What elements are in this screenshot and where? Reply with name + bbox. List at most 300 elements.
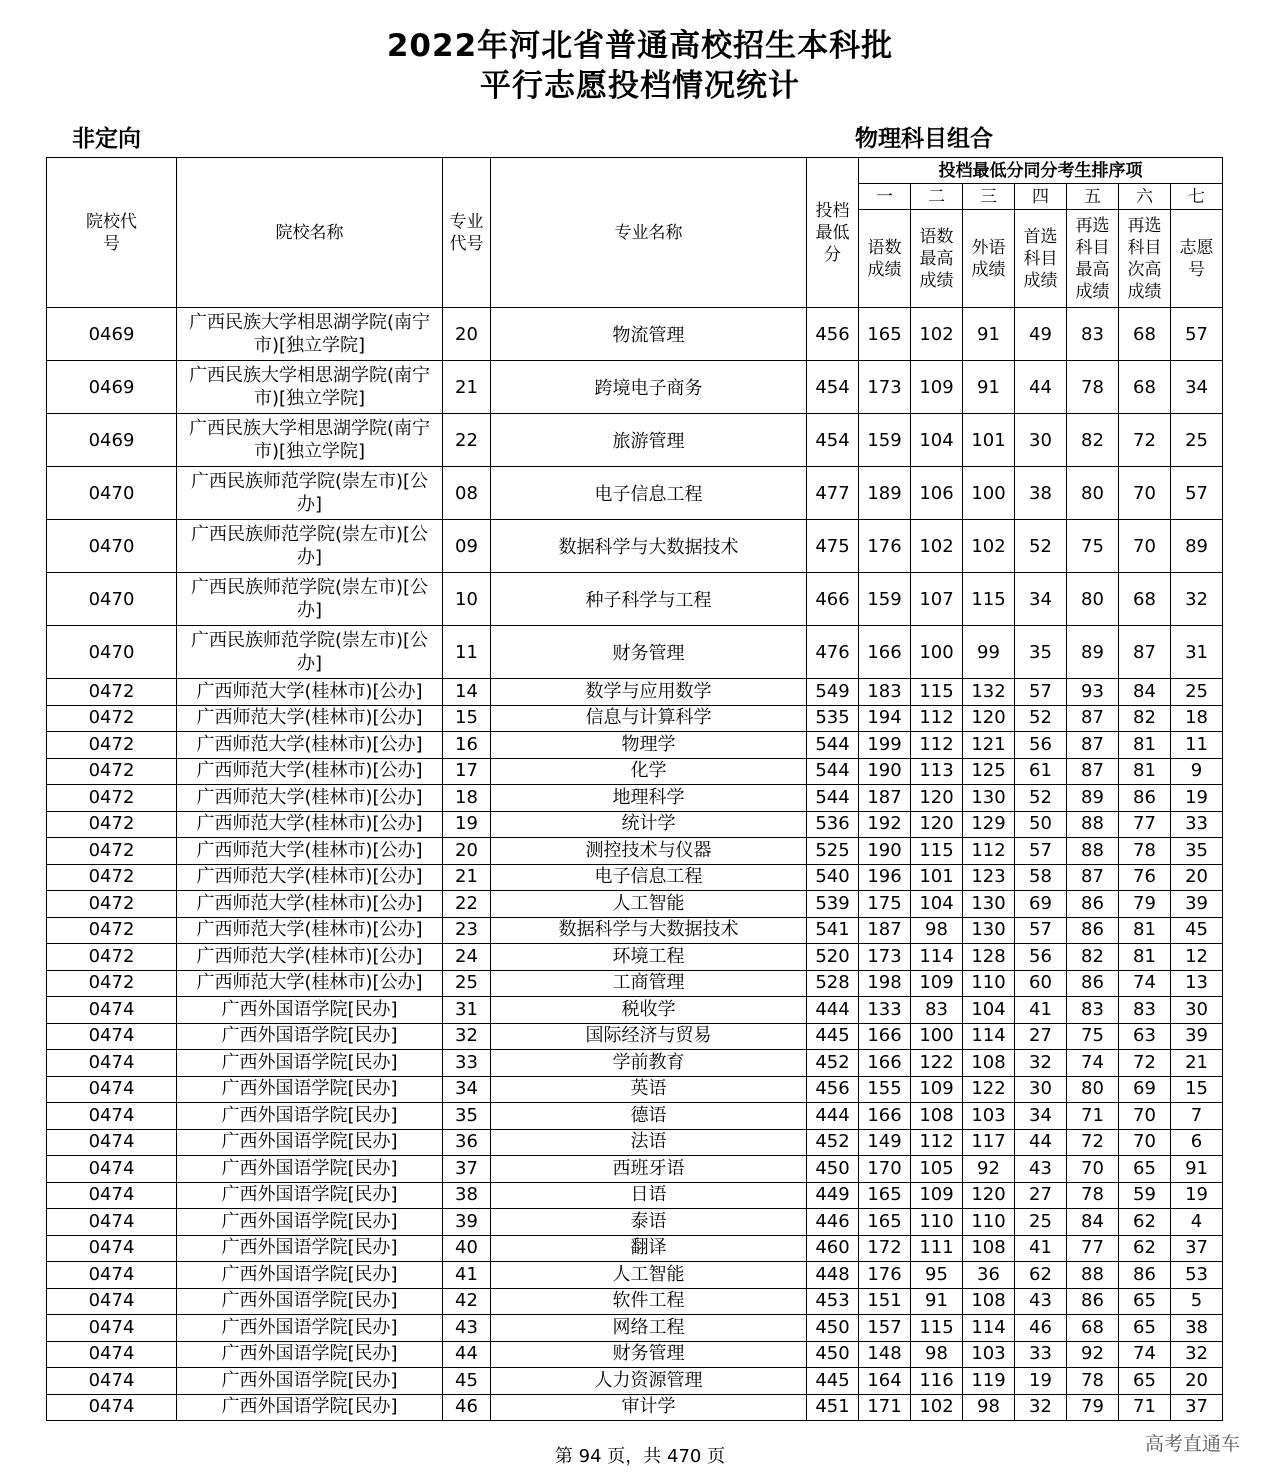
foreign-lang-score: 103 [963,1103,1015,1130]
primary-subject-score: 57 [1015,679,1067,706]
school-name: 广西外国语学院[民办] [177,1156,443,1183]
school-name: 广西外国语学院[民办] [177,1288,443,1315]
chinese-math-score: 190 [859,758,911,785]
school-code: 0472 [47,838,177,865]
min-score: 454 [807,361,859,414]
school-name: 广西外国语学院[民办] [177,1262,443,1289]
elective-second-score: 79 [1119,891,1171,918]
elective-max-score: 71 [1067,1103,1119,1130]
table-row [47,917,1223,944]
foreign-lang-score: 108 [963,1050,1015,1077]
chinese-math-max: 102 [911,308,963,361]
chinese-math-max: 100 [911,626,963,679]
major-name: 审计学 [491,1394,807,1421]
major-code: 22 [443,891,491,918]
school-name: 广西师范大学(桂林市)[公办] [177,679,443,706]
foreign-lang-score: 115 [963,573,1015,626]
table-row [47,1050,1223,1077]
chinese-math-score: 192 [859,811,911,838]
primary-subject-score: 38 [1015,467,1067,520]
table-row [47,679,1223,706]
chinese-math-max: 112 [911,1129,963,1156]
table-row [47,758,1223,785]
chinese-math-max: 108 [911,1103,963,1130]
chinese-math-score: 155 [859,1076,911,1103]
elective-max-score: 80 [1067,467,1119,520]
elective-max-score: 78 [1067,1182,1119,1209]
elective-second-score: 81 [1119,732,1171,759]
major-code: 21 [443,361,491,414]
chinese-math-score: 151 [859,1288,911,1315]
major-name: 日语 [491,1182,807,1209]
primary-subject-score: 25 [1015,1209,1067,1236]
primary-subject-score: 34 [1015,1103,1067,1130]
major-name: 跨境电子商务 [491,361,807,414]
elective-second-score: 77 [1119,811,1171,838]
elective-max-score: 78 [1067,1368,1119,1395]
chinese-math-score: 196 [859,864,911,891]
school-code: 0472 [47,917,177,944]
school-code: 0470 [47,573,177,626]
header-ordinal: 二 [911,184,963,210]
foreign-lang-score: 130 [963,917,1015,944]
chinese-math-max: 109 [911,1076,963,1103]
primary-subject-score: 46 [1015,1315,1067,1342]
preference-number: 4 [1171,1209,1223,1236]
foreign-lang-score: 110 [963,970,1015,997]
table-row [47,414,1223,467]
elective-second-score: 65 [1119,1315,1171,1342]
major-code: 20 [443,308,491,361]
elective-second-score: 62 [1119,1209,1171,1236]
primary-subject-score: 35 [1015,626,1067,679]
table-row [47,1315,1223,1342]
preference-number: 33 [1171,811,1223,838]
elective-max-score: 88 [1067,1262,1119,1289]
preference-number: 25 [1171,679,1223,706]
major-code: 46 [443,1394,491,1421]
chinese-math-max: 115 [911,679,963,706]
school-name: 广西师范大学(桂林市)[公办] [177,758,443,785]
preference-number: 32 [1171,573,1223,626]
preference-number: 20 [1171,1368,1223,1395]
header-min-score: 投档最低分 [807,158,859,308]
min-score: 475 [807,520,859,573]
min-score: 448 [807,1262,859,1289]
primary-subject-score: 30 [1015,1076,1067,1103]
header-ordinal: 五 [1067,184,1119,210]
school-name: 广西民族师范学院(崇左市)[公办] [177,573,443,626]
major-name: 旅游管理 [491,414,807,467]
preference-number: 19 [1171,1182,1223,1209]
major-code: 31 [443,997,491,1024]
preference-number: 20 [1171,864,1223,891]
table-row [47,1182,1223,1209]
preference-number: 11 [1171,732,1223,759]
school-name: 广西师范大学(桂林市)[公办] [177,811,443,838]
major-code: 36 [443,1129,491,1156]
header-ordinal: 四 [1015,184,1067,210]
elective-second-score: 81 [1119,917,1171,944]
preference-number: 19 [1171,785,1223,812]
chinese-math-score: 187 [859,917,911,944]
primary-subject-score: 57 [1015,838,1067,865]
school-code: 0469 [47,414,177,467]
school-code: 0474 [47,1129,177,1156]
min-score: 476 [807,626,859,679]
major-code: 33 [443,1050,491,1077]
major-name: 法语 [491,1129,807,1156]
chinese-math-max: 100 [911,1023,963,1050]
table-row [47,705,1223,732]
school-code: 0469 [47,308,177,361]
primary-subject-score: 44 [1015,1129,1067,1156]
school-code: 0472 [47,944,177,971]
school-code: 0469 [47,361,177,414]
header-tiebreak-item: 再选科目最高成绩 [1067,210,1119,308]
major-name: 数据科学与大数据技术 [491,520,807,573]
chinese-math-max: 112 [911,732,963,759]
school-code: 0472 [47,705,177,732]
min-score: 535 [807,705,859,732]
table-row [47,1341,1223,1368]
chinese-math-score: 176 [859,1262,911,1289]
min-score: 456 [807,1076,859,1103]
elective-max-score: 87 [1067,864,1119,891]
chinese-math-max: 105 [911,1156,963,1183]
elective-second-score: 74 [1119,970,1171,997]
school-code: 0472 [47,970,177,997]
preference-number: 53 [1171,1262,1223,1289]
school-name: 广西民族师范学院(崇左市)[公办] [177,467,443,520]
elective-second-score: 65 [1119,1288,1171,1315]
primary-subject-score: 43 [1015,1156,1067,1183]
chinese-math-max: 122 [911,1050,963,1077]
major-name: 测控技术与仪器 [491,838,807,865]
school-name: 广西师范大学(桂林市)[公办] [177,705,443,732]
primary-subject-score: 27 [1015,1182,1067,1209]
min-score: 452 [807,1129,859,1156]
elective-max-score: 80 [1067,573,1119,626]
primary-subject-score: 61 [1015,758,1067,785]
foreign-lang-score: 122 [963,1076,1015,1103]
major-code: 34 [443,1076,491,1103]
school-code: 0470 [47,520,177,573]
header-tiebreak-item: 志愿号 [1171,210,1223,308]
preference-number: 21 [1171,1050,1223,1077]
table-row [47,811,1223,838]
chinese-math-max: 95 [911,1262,963,1289]
elective-second-score: 65 [1119,1156,1171,1183]
major-name: 种子科学与工程 [491,573,807,626]
table-row [47,997,1223,1024]
school-name: 广西外国语学院[民办] [177,1023,443,1050]
min-score: 449 [807,1182,859,1209]
preference-number: 39 [1171,1023,1223,1050]
foreign-lang-score: 99 [963,626,1015,679]
table-row [47,308,1223,361]
elective-max-score: 87 [1067,758,1119,785]
primary-subject-score: 19 [1015,1368,1067,1395]
min-score: 452 [807,1050,859,1077]
preference-number: 9 [1171,758,1223,785]
chinese-math-score: 173 [859,361,911,414]
preference-number: 31 [1171,626,1223,679]
elective-max-score: 72 [1067,1129,1119,1156]
preference-number: 57 [1171,308,1223,361]
school-code: 0474 [47,1103,177,1130]
major-name: 信息与计算科学 [491,705,807,732]
elective-max-score: 88 [1067,811,1119,838]
school-name: 广西民族师范学院(崇左市)[公办] [177,626,443,679]
category-label: 非定向 [72,126,141,152]
min-score: 536 [807,811,859,838]
min-score: 445 [807,1368,859,1395]
major-code: 11 [443,626,491,679]
subject-combination-label: 物理科目组合 [855,126,993,152]
primary-subject-score: 62 [1015,1262,1067,1289]
school-code: 0472 [47,864,177,891]
major-name: 英语 [491,1076,807,1103]
elective-max-score: 79 [1067,1394,1119,1421]
elective-second-score: 68 [1119,308,1171,361]
major-code: 23 [443,917,491,944]
foreign-lang-score: 128 [963,944,1015,971]
chinese-math-max: 109 [911,970,963,997]
foreign-lang-score: 91 [963,308,1015,361]
chinese-math-max: 106 [911,467,963,520]
major-name: 工商管理 [491,970,807,997]
table-row [47,626,1223,679]
school-code: 0474 [47,1156,177,1183]
chinese-math-score: 149 [859,1129,911,1156]
elective-second-score: 71 [1119,1394,1171,1421]
preference-number: 32 [1171,1341,1223,1368]
chinese-math-max: 114 [911,944,963,971]
major-code: 44 [443,1341,491,1368]
preference-number: 12 [1171,944,1223,971]
school-name: 广西师范大学(桂林市)[公办] [177,944,443,971]
elective-second-score: 83 [1119,997,1171,1024]
elective-second-score: 81 [1119,758,1171,785]
elective-max-score: 82 [1067,944,1119,971]
header-tiebreak-item: 再选科目次高成绩 [1119,210,1171,308]
foreign-lang-score: 91 [963,361,1015,414]
preference-number: 45 [1171,917,1223,944]
primary-subject-score: 60 [1015,970,1067,997]
min-score: 454 [807,414,859,467]
elective-second-score: 70 [1119,1103,1171,1130]
chinese-math-score: 165 [859,308,911,361]
primary-subject-score: 58 [1015,864,1067,891]
primary-subject-score: 44 [1015,361,1067,414]
chinese-math-max: 109 [911,1182,963,1209]
document-title: 2022年河北省普通高校招生本科批 [386,28,894,64]
table-row [47,1209,1223,1236]
school-name: 广西外国语学院[民办] [177,1235,443,1262]
min-score: 544 [807,732,859,759]
school-code: 0474 [47,1394,177,1421]
major-code: 45 [443,1368,491,1395]
major-code: 21 [443,864,491,891]
min-score: 549 [807,679,859,706]
elective-second-score: 72 [1119,1050,1171,1077]
school-name: 广西外国语学院[民办] [177,1103,443,1130]
foreign-lang-score: 117 [963,1129,1015,1156]
major-name: 网络工程 [491,1315,807,1342]
foreign-lang-score: 132 [963,679,1015,706]
header-major-code: 专业代号 [443,158,491,308]
chinese-math-score: 189 [859,467,911,520]
elective-max-score: 80 [1067,1076,1119,1103]
major-name: 数学与应用数学 [491,679,807,706]
table-row [47,1076,1223,1103]
header-tiebreak-item: 外语成绩 [963,210,1015,308]
school-name: 广西民族大学相思湖学院(南宁市)[独立学院] [177,414,443,467]
table-row [47,1235,1223,1262]
elective-max-score: 83 [1067,308,1119,361]
min-score: 450 [807,1156,859,1183]
school-name: 广西外国语学院[民办] [177,1209,443,1236]
table-row [47,944,1223,971]
school-code: 0472 [47,785,177,812]
school-code: 0470 [47,467,177,520]
school-code: 0472 [47,891,177,918]
chinese-math-score: 164 [859,1368,911,1395]
table-row [47,891,1223,918]
school-code: 0474 [47,1209,177,1236]
table-row [47,864,1223,891]
chinese-math-max: 120 [911,785,963,812]
table-row [47,732,1223,759]
foreign-lang-score: 98 [963,1394,1015,1421]
table-row [47,838,1223,865]
primary-subject-score: 69 [1015,891,1067,918]
major-name: 西班牙语 [491,1156,807,1183]
primary-subject-score: 49 [1015,308,1067,361]
preference-number: 18 [1171,705,1223,732]
chinese-math-score: 171 [859,1394,911,1421]
major-code: 39 [443,1209,491,1236]
elective-max-score: 93 [1067,679,1119,706]
header-school-name: 院校名称 [177,158,443,308]
school-name: 广西师范大学(桂林市)[公办] [177,785,443,812]
primary-subject-score: 32 [1015,1394,1067,1421]
foreign-lang-score: 130 [963,891,1015,918]
elective-second-score: 70 [1119,520,1171,573]
chinese-math-max: 107 [911,573,963,626]
foreign-lang-score: 120 [963,1182,1015,1209]
chinese-math-score: 183 [859,679,911,706]
foreign-lang-score: 129 [963,811,1015,838]
elective-second-score: 81 [1119,944,1171,971]
min-score: 528 [807,970,859,997]
preference-number: 38 [1171,1315,1223,1342]
school-name: 广西师范大学(桂林市)[公办] [177,864,443,891]
elective-max-score: 70 [1067,1156,1119,1183]
foreign-lang-score: 114 [963,1315,1015,1342]
min-score: 446 [807,1209,859,1236]
table-row [47,1103,1223,1130]
foreign-lang-score: 121 [963,732,1015,759]
foreign-lang-score: 101 [963,414,1015,467]
primary-subject-score: 33 [1015,1341,1067,1368]
major-code: 14 [443,679,491,706]
table-row [47,1368,1223,1395]
major-name: 泰语 [491,1209,807,1236]
min-score: 451 [807,1394,859,1421]
school-name: 广西外国语学院[民办] [177,997,443,1024]
chinese-math-max: 98 [911,917,963,944]
school-name: 广西师范大学(桂林市)[公办] [177,732,443,759]
elective-max-score: 89 [1067,785,1119,812]
chinese-math-score: 172 [859,1235,911,1262]
foreign-lang-score: 125 [963,758,1015,785]
major-name: 人工智能 [491,1262,807,1289]
chinese-math-max: 83 [911,997,963,1024]
primary-subject-score: 27 [1015,1023,1067,1050]
elective-max-score: 86 [1067,917,1119,944]
elective-max-score: 82 [1067,414,1119,467]
school-code: 0474 [47,1023,177,1050]
major-name: 电子信息工程 [491,864,807,891]
primary-subject-score: 32 [1015,1050,1067,1077]
school-name: 广西外国语学院[民办] [177,1182,443,1209]
school-code: 0474 [47,1315,177,1342]
major-code: 10 [443,573,491,626]
table-row [47,520,1223,573]
primary-subject-score: 52 [1015,785,1067,812]
major-name: 国际经济与贸易 [491,1023,807,1050]
min-score: 453 [807,1288,859,1315]
min-score: 445 [807,1023,859,1050]
primary-subject-score: 52 [1015,520,1067,573]
school-name: 广西民族大学相思湖学院(南宁市)[独立学院] [177,308,443,361]
header-ordinal: 三 [963,184,1015,210]
min-score: 450 [807,1341,859,1368]
school-code: 0474 [47,1050,177,1077]
preference-number: 30 [1171,997,1223,1024]
school-name: 广西师范大学(桂林市)[公办] [177,917,443,944]
school-code: 0474 [47,1235,177,1262]
chinese-math-max: 111 [911,1235,963,1262]
foreign-lang-score: 108 [963,1288,1015,1315]
foreign-lang-score: 120 [963,705,1015,732]
chinese-math-score: 159 [859,573,911,626]
major-name: 数据科学与大数据技术 [491,917,807,944]
min-score: 540 [807,864,859,891]
major-name: 翻译 [491,1235,807,1262]
table-row [47,467,1223,520]
major-code: 17 [443,758,491,785]
major-name: 税收学 [491,997,807,1024]
school-name: 广西师范大学(桂林市)[公办] [177,970,443,997]
major-code: 32 [443,1023,491,1050]
chinese-math-score: 170 [859,1156,911,1183]
major-code: 37 [443,1156,491,1183]
major-name: 电子信息工程 [491,467,807,520]
chinese-math-score: 165 [859,1209,911,1236]
elective-max-score: 87 [1067,732,1119,759]
primary-subject-score: 41 [1015,1235,1067,1262]
elective-max-score: 87 [1067,705,1119,732]
header-ordinal: 七 [1171,184,1223,210]
school-code: 0472 [47,679,177,706]
chinese-math-score: 148 [859,1341,911,1368]
school-code: 0470 [47,626,177,679]
major-code: 09 [443,520,491,573]
elective-max-score: 75 [1067,1023,1119,1050]
